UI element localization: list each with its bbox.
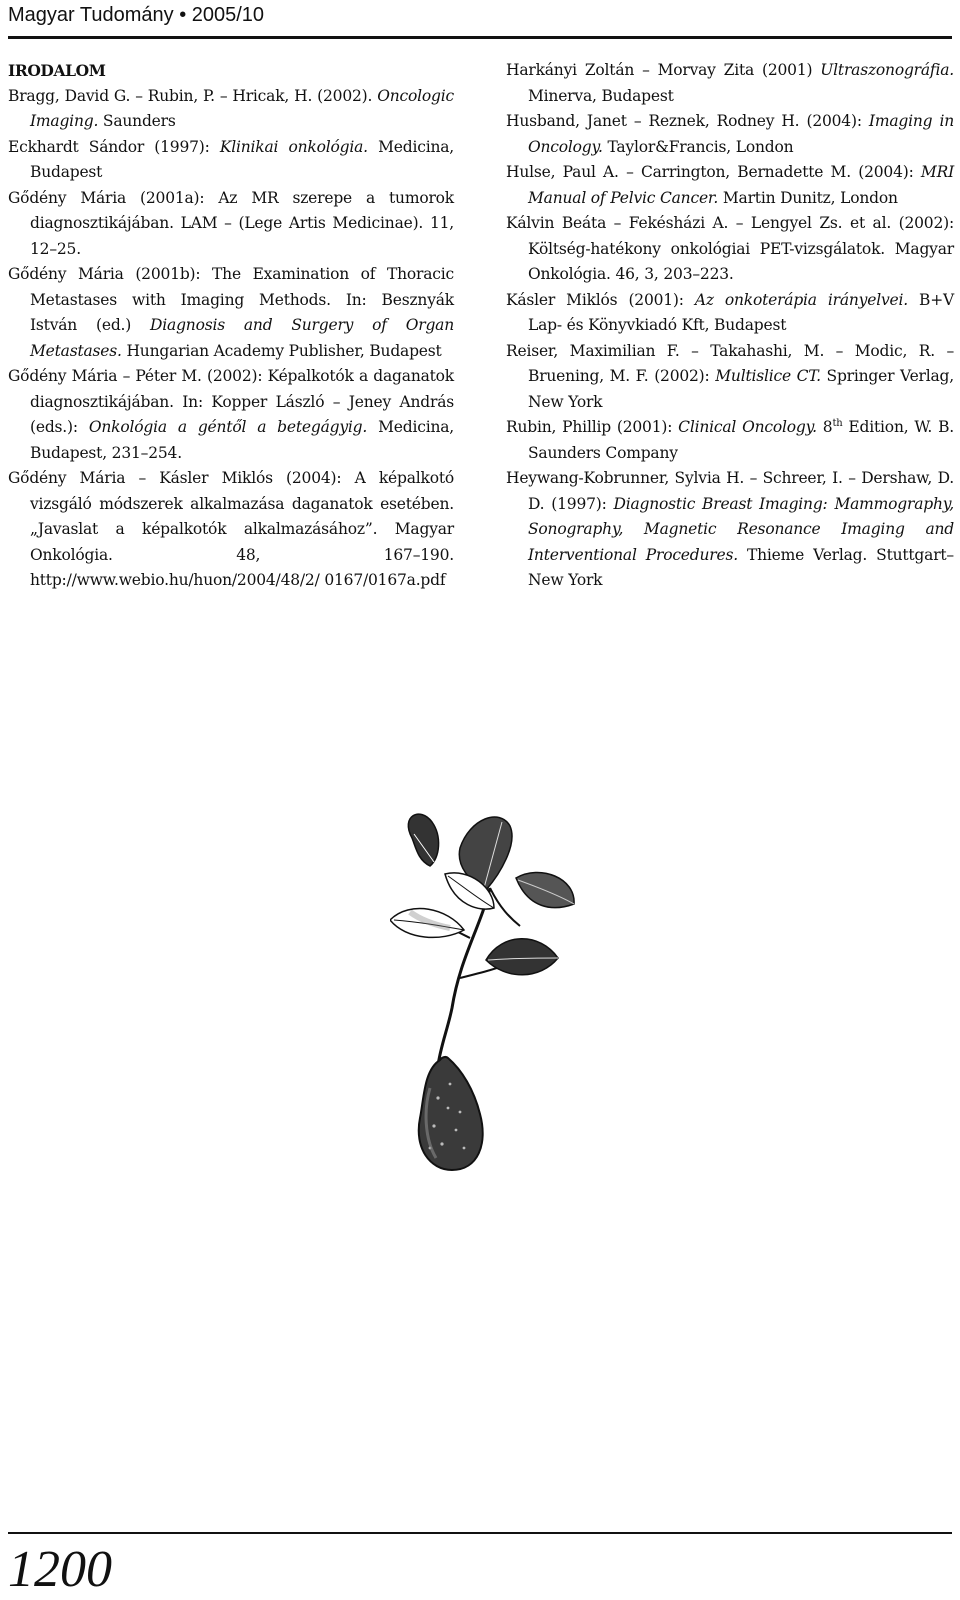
reference-text: Bragg, David G. – Rubin, P. – Hricak, H. (2002). — [8, 86, 378, 105]
reference-text: Rubin, Phillip (2001): — [506, 418, 679, 436]
reference-entry — [506, 160, 954, 211]
page-number: 1200 — [8, 1541, 112, 1598]
reference-entry — [506, 58, 954, 109]
reference-text: Hungarian Academy Publisher, Budapest — [121, 341, 442, 360]
reference-text: Springer Verlag, New York — [528, 367, 955, 411]
reference-text: Husband, Janet – Reznek, Rodney H. (2004): — [506, 112, 869, 130]
references-right-column — [506, 58, 954, 594]
reference-title: Az onkoterápia irányelvei. — [694, 290, 908, 309]
reference-text: Gődény Mária – Péter M. (2002): Képalkotók a daganatok diagnosztikájában. In: Kopper László – Jeney András (eds.): — [8, 367, 454, 436]
reference-text: B+V Lap- és Könyvkiadó Kft, Budapest — [528, 290, 954, 334]
reference-title: Multislice CT. — [715, 367, 821, 385]
reference-text: Kálvin Beáta – Fekésházi A. – Lengyel Zs. et al. (2002): Költség-hatékony onkológiai PET-vizsgálatok. Magyar Onkológia. 46, 3, 203–223. — [506, 214, 954, 283]
reference-text: Medicina, Budapest — [30, 137, 455, 181]
reference-entry — [506, 466, 954, 594]
reference-entry — [506, 288, 954, 339]
reference-entry — [506, 211, 954, 288]
reference-entry — [8, 262, 454, 364]
footer-rule — [8, 1532, 952, 1534]
reference-text: Heywang-Kobrunner, Sylvia H. – Schreer, I. – Dershaw, D. D. (1997): — [506, 469, 954, 513]
reference-text: Gődény Mária (2001a): Az MR szerepe a tumorok diagnosztikájában. LAM – (Lege Artis Medicinae). 11, 12–25. — [8, 188, 454, 258]
reference-title: Ultraszonográfia. — [820, 61, 954, 79]
page-header — [8, 0, 960, 32]
reference-entry — [8, 135, 454, 186]
reference-title: MRI Manual of Pelvic Cancer. — [528, 163, 954, 207]
reference-text: 8 — [816, 418, 833, 436]
references-left-list — [8, 84, 454, 594]
avocado-branch-illustration — [390, 808, 580, 1173]
reference-text: Martin Dunitz, London — [718, 188, 898, 207]
header-rule — [8, 36, 952, 39]
reference-text: Hulse, Paul A. – Carrington, Bernadette M. (2004): — [506, 163, 921, 181]
reference-title: Klinikai onkológia. — [219, 137, 368, 156]
reference-text: Medicina, Budapest, 231–254. — [30, 418, 455, 462]
reference-title: Oncologic Imaging. — [30, 86, 454, 130]
reference-entry — [8, 186, 454, 263]
reference-text: Gődény Mária – Kásler Miklós (2004): A képalkotó vizsgáló módszerek alkalmazása daganatok esetében. „Javaslat a képalkotók alkalmazásához”. Magyar Onkológia. 48, 167–190. http://www.webio.hu/huon/2004/48/2/ 0167/0167a.pdf — [8, 469, 454, 589]
reference-entry — [8, 364, 454, 466]
reference-title: Onkológia a géntől a betegágyig. — [88, 418, 368, 436]
reference-text: Eckhardt Sándor (1997): — [8, 137, 220, 156]
reference-entry — [506, 415, 954, 466]
reference-text: Saunders — [98, 112, 176, 130]
reference-title: Diagnosis and Surgery of Organ Metastases. — [30, 316, 454, 360]
reference-text: Reiser, Maximilian F. – Takahashi, M. – Modic, R. – Bruening, M. F. (2002): — [506, 341, 954, 385]
reference-title: Diagnostic Breast Imaging: Mammography, Sonography, Magnetic Resonance Imaging and Interventional Procedures. — [528, 494, 954, 564]
reference-text: Taylor&Francis, London — [602, 137, 794, 156]
references-left-column — [8, 58, 454, 594]
reference-entry — [506, 109, 954, 160]
reference-title: Imaging in Oncology. — [528, 112, 954, 156]
reference-text: Gődény Mária (2001b): The Examination of Thoracic Metastases with Imaging Methods. In: Besznyák István (ed.) — [8, 265, 454, 334]
section-heading: IRODALOM — [8, 61, 106, 80]
reference-text: th — [832, 417, 843, 429]
reference-title: Clinical Oncology. — [678, 418, 817, 436]
reference-text: Harkányi Zoltán – Morvay Zita (2001) — [506, 61, 821, 79]
references-right-list — [506, 58, 954, 594]
reference-entry — [8, 84, 454, 135]
reference-entry — [8, 466, 454, 594]
reference-text: Kásler Miklós (2001): — [506, 290, 695, 309]
journal-issue-title: Magyar Tudomány • 2005/10 — [8, 4, 265, 26]
reference-text: Minerva, Budapest — [528, 86, 674, 105]
reference-text: Thieme Verlag. Stuttgart–New York — [528, 545, 954, 589]
reference-entry — [506, 339, 954, 416]
reference-text: Edition, W. B. Saunders Company — [528, 418, 954, 462]
